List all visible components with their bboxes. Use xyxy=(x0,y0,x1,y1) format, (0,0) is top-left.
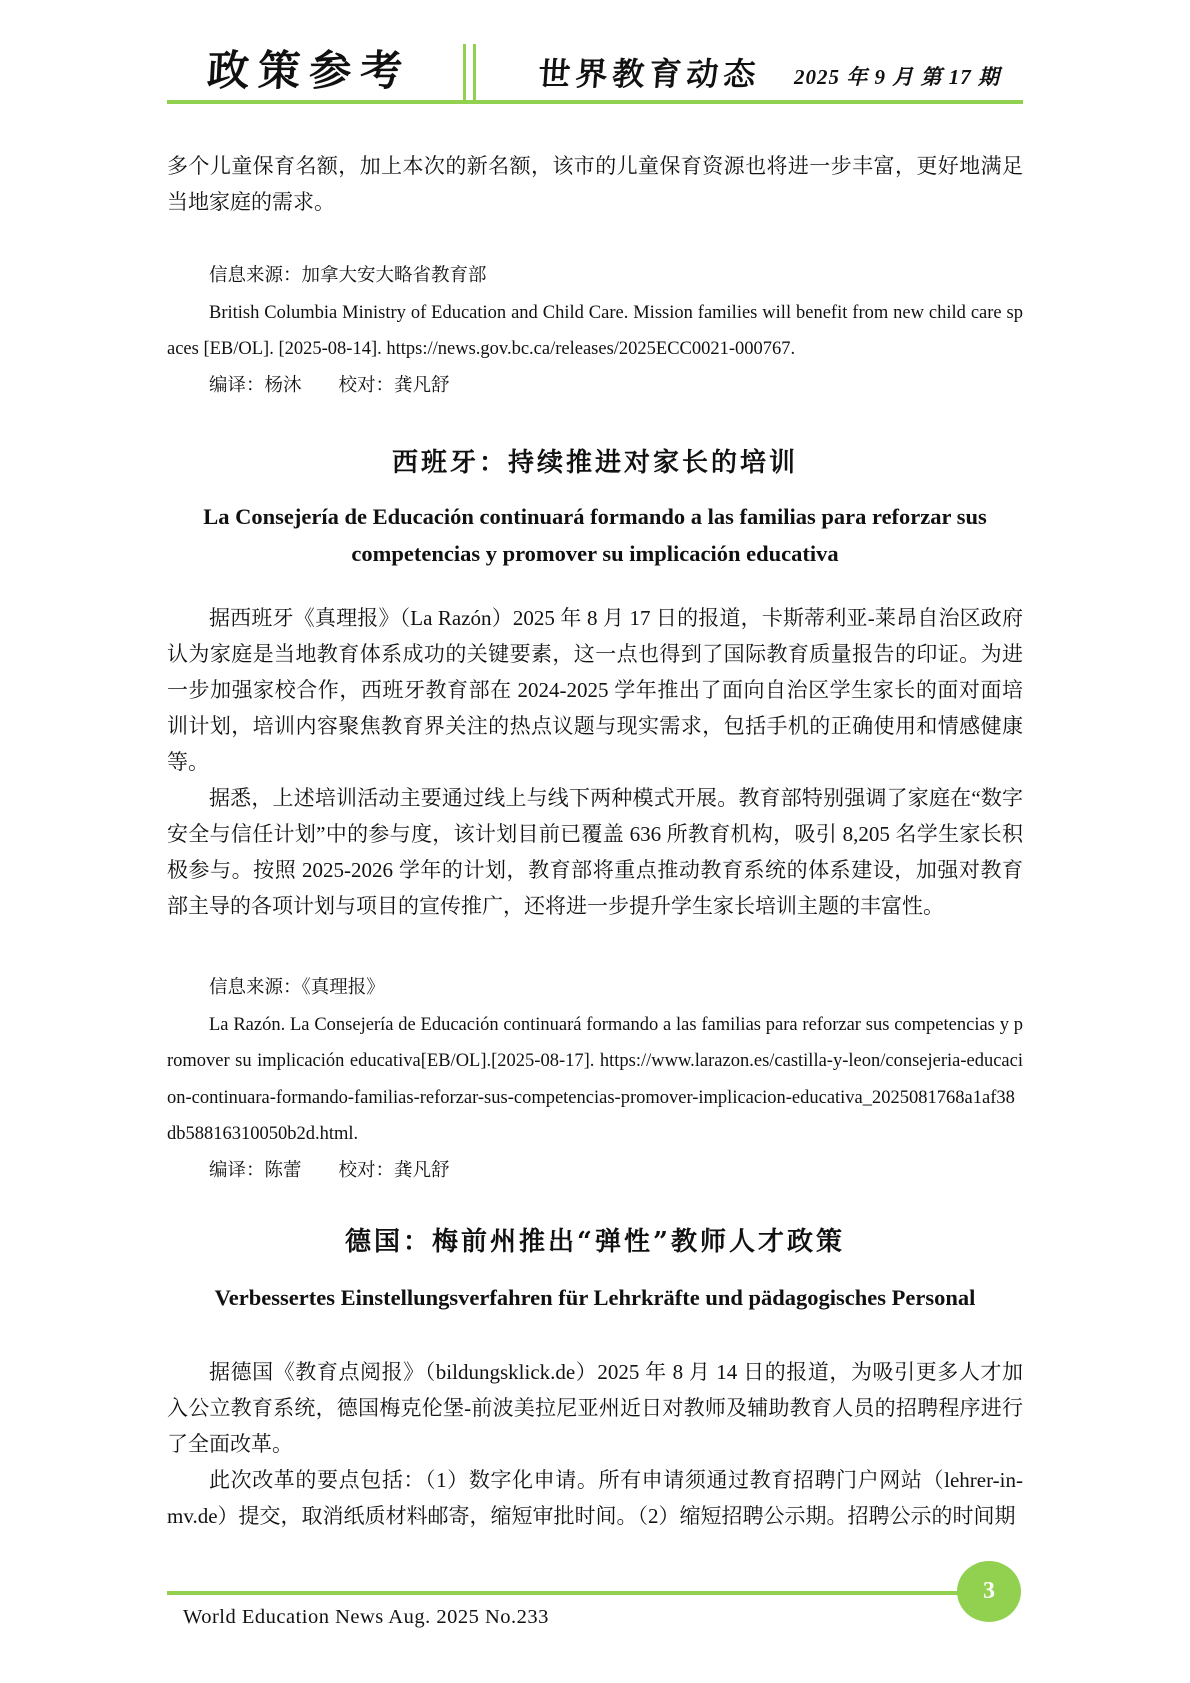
citation-block-canada xyxy=(167,258,1023,404)
footer-journal-line: World Education News Aug. 2025 No.233 xyxy=(183,1606,549,1628)
credits-line: 编译：杨沐 校对：龚凡舒 xyxy=(209,375,450,396)
page-number: 3 xyxy=(983,1578,995,1604)
divider-line xyxy=(463,44,466,100)
masthead xyxy=(167,0,1023,104)
publication-title: 世界教育动态 xyxy=(537,55,762,93)
article-paragraph: 据悉，上述培训活动主要通过线上与线下两种模式开展。教育部特别强调了家庭在“数字安全与信任计划”中的参与度，该计划目前已覆盖 636 所教育机构，吸引 8,205 名学生家长积极参与。按照 2025-2026 学年的计划，教育部将重点推动教育系统的体系建设，加强对教育部主导的各项计划与项目的宣传推广，还将进一步提升学生家长培训主题的丰富性。 xyxy=(167,786,1023,918)
article-germany xyxy=(167,1225,1023,1534)
reference-entry: La Razón. La Consejería de Educación continuará formando a las familias para reforzar sus competencias y promover su implicación educativa[EB/OL].[2025-08-17]. https://www.larazon.es/castilla-y-leon/consejeria-educacion-continuara-formando-familias-reforzar-sus-competencias-promover-implicacion-educativa_2025081768a1af38db58816310050b2d.html. xyxy=(167,1014,1023,1144)
article-paragraph: 此次改革的要点包括：（1）数字化申请。所有申请须通过教育招聘门户网站（lehrer-in-mv.de）提交，取消纸质材料邮寄，缩短审批时间。（2）缩短招聘公示期。招聘公示的时间期 xyxy=(167,1468,1023,1528)
masthead-brand: 政策参考 xyxy=(205,46,413,95)
intro-paragraph: 多个儿童保育名额，加上本次的新名额，该市的儿童保育资源也将进一步丰富，更好地满足当地家庭的需求。 xyxy=(167,154,1023,214)
masthead-divider xyxy=(463,44,476,100)
article-spain xyxy=(167,446,1023,1189)
reference-entry: British Columbia Ministry of Education and Child Care. Mission families will benefit from new child care spaces [EB/OL]. [2025-08-14]. https://news.gov.bc.ca/releases/2025ECC0021-000767. xyxy=(167,302,1023,359)
divider-line xyxy=(473,44,476,100)
article-title-zh: 西班牙：持续推进对家长的培训 xyxy=(391,448,798,478)
article-paragraph: 据德国《教育点阅报》（bildungsklick.de）2025 年 8 月 14 日的报道，为吸引更多人才加入公立教育系统，德国梅克伦堡-前波美拉尼亚州近日对教师及辅助教育人员的招聘程序进行了全面改革。 xyxy=(167,1360,1023,1456)
article-title-zh: 德国：梅前州推出“弹性”教师人才政策 xyxy=(345,1227,845,1257)
footer-rule xyxy=(167,1591,972,1595)
source-label: 信息来源：加拿大安大略省教育部 xyxy=(209,266,487,286)
citation-block-spain xyxy=(167,970,1023,1189)
page-content xyxy=(167,0,1023,1534)
article-paragraph: 据西班牙《真理报》（La Razón）2025 年 8 月 17 日的报道，卡斯蒂利亚-莱昂自治区政府认为家庭是当地教育体系成功的关键要素，这一点也得到了国际教育质量报告的印证。为进一步加强家校合作，西班牙教育部在 2024-2025 学年推出了面向自治区学生家长的面对面培训计划，培训内容聚焦教育界关注的热点议题与现实需求，包括手机的正确使用和情感健康等。 xyxy=(167,606,1023,774)
issue-label: 2025 年 9 月 第 17 期 xyxy=(794,65,1001,89)
article-title-foreign: La Consejería de Educación continuará formando a las familias para reforzar sus competencias y promover su implicación educativa xyxy=(203,504,987,566)
article-title-foreign: Verbessertes Einstellungsverfahren für Lehrkräfte und pädagogisches Personal xyxy=(214,1285,976,1310)
source-label: 信息来源：《真理报》 xyxy=(209,978,385,998)
credits-line: 编译：陈蕾 校对：龚凡舒 xyxy=(209,1160,450,1181)
page-number-badge xyxy=(957,1561,1021,1622)
